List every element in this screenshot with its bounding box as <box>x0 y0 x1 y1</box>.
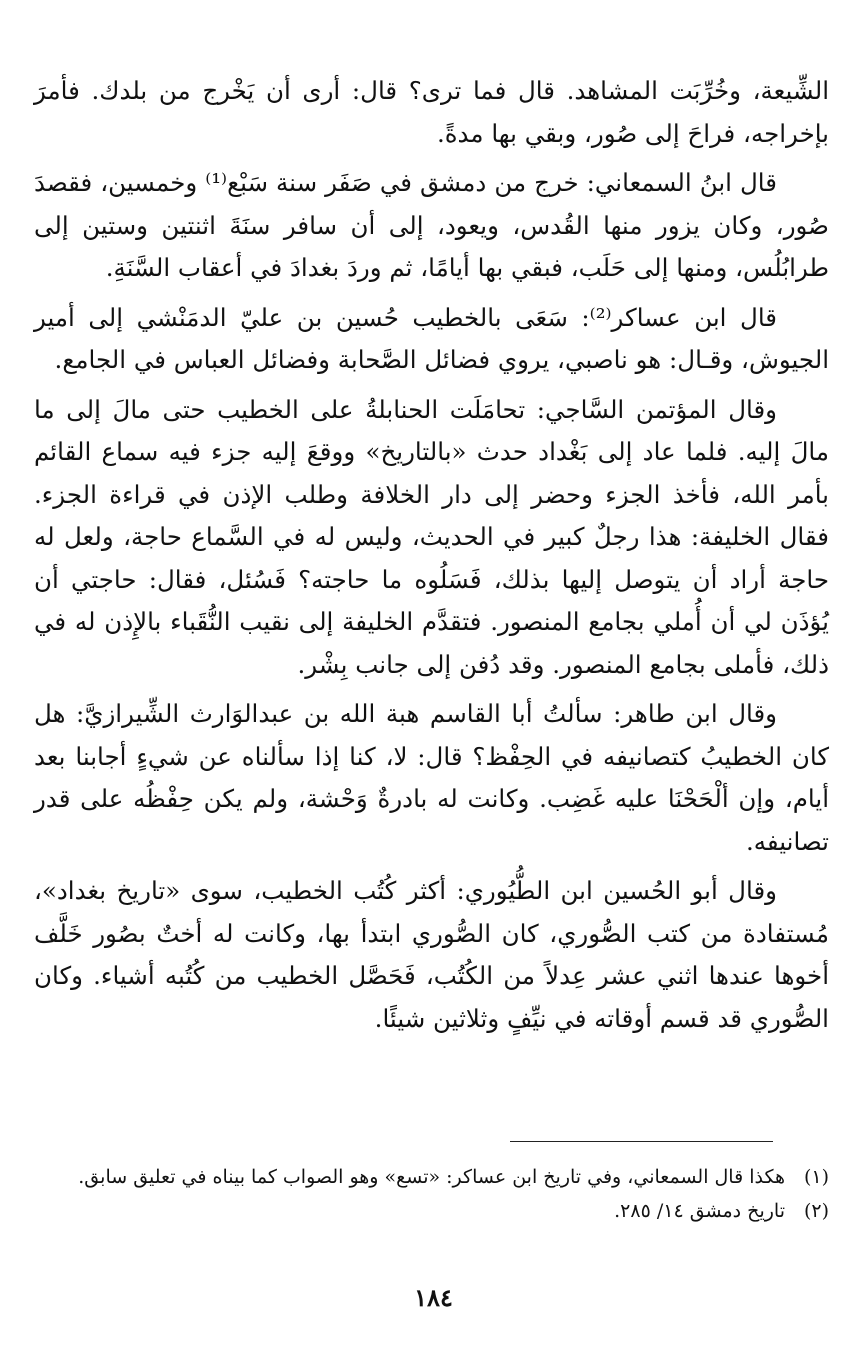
paragraph-1: الشِّيعة، وخُرِّبَت المشاهد. قال فما ترى؟ قال: أرى أن يَخْرج من بلدك. فأمرَ بإخراجه، فراحَ إلى صُور، وبقي بها مدةً. <box>34 76 829 148</box>
main-text <box>34 70 829 1047</box>
footnotes <box>34 1160 829 1228</box>
footnote-text: تاريخ دمشق ١٤/ ٢٨٥. <box>614 1200 785 1222</box>
footnote-number: (١) <box>803 1166 829 1188</box>
paragraph-4: وقال المؤتمن السَّاجي: تحامَلَت الحنابلةُ على الخطيب حتى مالَ إلى ما مالَ إليه. فلما عاد إلى بَغْداد حدث «بالتاريخ» ووقعَ إليه جزء فيه سماع القائم بأمر الله، فأخذ الجزء وحضر إلى دار الخلافة وطلب الإذن في قراءة الجزء. فقال الخليفة: هذا رجلٌ كبير في الحديث، وليس له في السَّماع حاجة، ولعل له حاجة أراد أن يتوصل إليها بذلك، فَسَلُوه ما حاجته؟ فَسُئل، فقال: حاجتي أن يُؤذَن لي أن أُملي بجامع المنصور. فتقدَّم الخليفة إلى نقيب النُّقَباء بالإِذن له في ذلك، فأملى بجامع المنصور. وقد دُفن إلى جانب بِشْر. <box>34 394 829 679</box>
paragraph-5: وقال ابن طاهر: سألتُ أبا القاسم هبة الله بن عبدالوَارث الشِّيرازيَّ: هل كان الخطيبُ كتصانيفه في الحِفْظ؟ قال: لا، كنا إذا سألناه عن شيءٍ أجابنا بعد أيام، وإن ألْحَحْنَا عليه غَضِب. وكانت له بادرةٌ وَحْشة، ولم يكن حِفْظُه على قدر تصانيفه. <box>34 699 829 856</box>
paragraph-2: قال ابنُ السمعاني: خرج من دمشق في صَفَر سنة سَبْع⁽¹⁾ وخمسين، فقصدَ صُور، وكان يزور منها القُدس، ويعود، إلى أن سافر سنَةَ اثنتين وستين إلى طرابُلُس، ومنها إلى حَلَب، فبقي بها أيامًا، ثم وردَ بغدادَ في أعقاب السَّنَةِ. <box>34 168 829 282</box>
footnote-separator <box>510 1141 773 1142</box>
footnote-2 <box>34 1194 829 1228</box>
footnote-number: (٢) <box>803 1200 829 1222</box>
footnote-text: هكذا قال السمعاني، وفي تاريخ ابن عساكر: «تسع» وهو الصواب كما بيناه في تعليق سابق. <box>78 1166 785 1188</box>
footnote-1 <box>34 1160 829 1194</box>
paragraph-6: وقال أبو الحُسين ابن الطُّيُوري: أكثر كُتُب الخطيب، سوى «تاريخ بغداد»، مُستفادة من كتب الصُّوري، كان الصُّوري ابتدأ بها، وكانت له أختٌ بصُور خَلَّف أخوها عندها اثني عشر عِدلاً من الكُتُب، فَحَصَّل الخطيب من كُتُبه أشياء. وكان الصُّوري قد قسم أوقاته في نيِّفٍ وثلاثين شيئًا. <box>34 876 829 1033</box>
paragraph-3: قال ابن عساكر⁽²⁾: سَعَى بالخطيب حُسين بن عليّ الدمَنْشي إلى أمير الجيوش، وقـال: هو ناصبي، يروي فضائل الصَّحابة وفضائل العباس في الجامع. <box>34 302 829 374</box>
page-number: ١٨٤ <box>414 1283 453 1312</box>
